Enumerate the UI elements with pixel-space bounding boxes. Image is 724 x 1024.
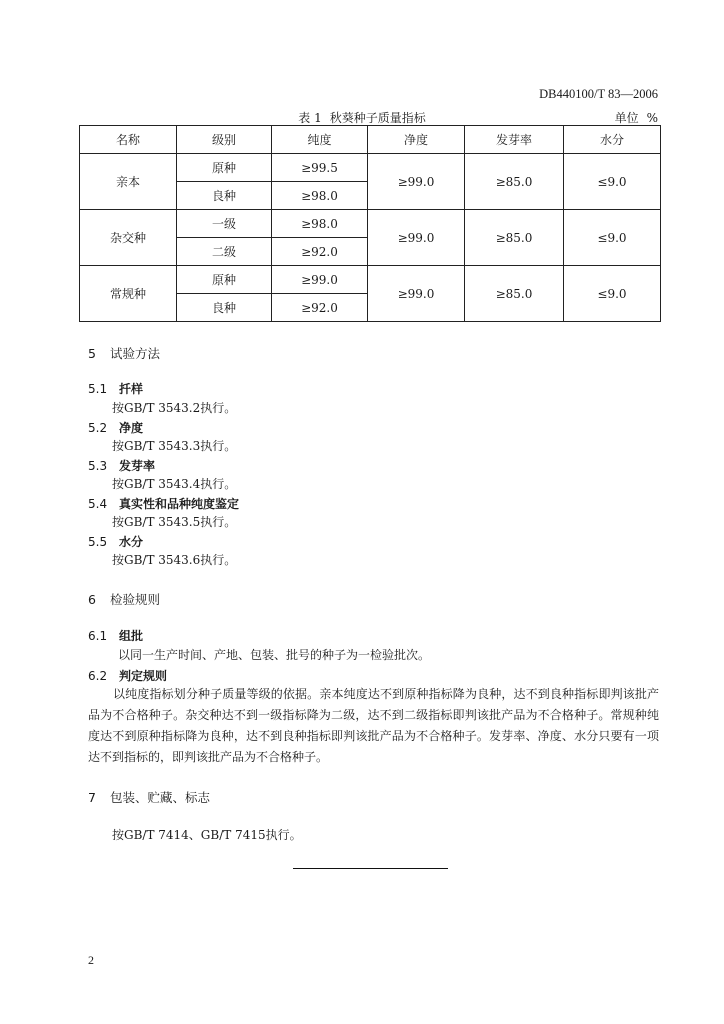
section-5-5-text: 按GB/T 3543.6执行。 [112,553,237,567]
subsection-number: 5.4 [88,497,108,511]
section-5-1-text: 按GB/T 3543.2执行。 [112,401,237,415]
purity-cell: ≥99.0 [272,266,368,294]
subsection-number: 5.2 [88,421,108,435]
germination-cell: ≥85.0 [465,210,564,266]
section-number: 6 [88,592,96,607]
section-number: 7 [88,790,96,805]
purity-cell: ≥98.0 [272,210,368,238]
section-7-heading [88,788,210,806]
grade-cell: 一级 [177,210,272,238]
subsection-title: 扦样 [119,382,144,396]
quality-table [79,125,661,322]
cleanliness-cell: ≥99.0 [368,266,465,322]
document-code: DB440100/T 83—2006 [539,87,658,101]
moisture-cell: ≤9.0 [564,266,661,322]
subsection-number: 6.2 [88,669,108,683]
section-5-4-heading [88,495,239,512]
section-number: 5 [88,346,96,361]
section-5-3-heading [88,457,155,474]
table-row [80,210,661,238]
germination-cell: ≥85.0 [465,154,564,210]
category-cell: 亲本 [80,154,177,210]
header-cell: 名称 [80,126,177,154]
table-row [80,266,661,294]
table-unit [615,109,658,126]
unit-label: 单位 [614,111,639,125]
subsection-number: 5.3 [88,459,108,473]
subsection-title: 真实性和品种纯度鉴定 [119,497,240,511]
end-rule [293,868,448,869]
grade-cell: 良种 [177,182,272,210]
header-cell: 纯度 [272,126,368,154]
moisture-cell: ≤9.0 [564,154,661,210]
section-5-2-text: 按GB/T 3543.3执行。 [112,439,237,453]
section-title: 包装、贮藏、标志 [110,790,211,805]
section-6-heading [88,590,160,608]
section-title: 试验方法 [110,346,161,361]
table-title: 秋葵种子质量指标 [329,111,426,125]
purity-cell: ≥92.0 [272,294,368,322]
page-number: 2 [88,953,94,967]
purity-cell: ≥99.5 [272,154,368,182]
table-number: 表 1 [298,111,322,125]
grade-cell: 原种 [177,154,272,182]
subsection-number: 5.5 [88,535,108,549]
section-5-1-heading [88,380,143,397]
purity-cell: ≥98.0 [272,182,368,210]
header-cell: 级别 [177,126,272,154]
header-cell: 发芽率 [465,126,564,154]
grade-cell: 二级 [177,238,272,266]
section-7-text: 按GB/T 7414、GB/T 7415执行。 [112,828,302,842]
section-6-1-text: 以同一生产时间、产地、包装、批号的种子为一检验批次。 [118,648,431,662]
subsection-title: 发芽率 [119,459,156,473]
section-5-heading [88,344,160,362]
subsection-title: 判定规则 [119,669,168,683]
table-header-row [80,126,661,154]
germination-cell: ≥85.0 [465,266,564,322]
cleanliness-cell: ≥99.0 [368,154,465,210]
subsection-title: 水分 [119,535,144,549]
subsection-number: 6.1 [88,629,108,643]
subsection-title: 组批 [119,629,144,643]
subsection-title: 净度 [119,421,144,435]
subsection-number: 5.1 [88,382,108,396]
section-6-2-paragraph: 以纯度指标划分种子质量等级的依据。亲本纯度达不到原种指标降为良种，达不到良种指标即判该批产品为不合格种子。杂交种达不到一级指标降为二级，达不到二级指标即判该批产品为不合格种子。常规种纯度达不到原种指标降为良种，达不到良种指标即判该批产品为不合格种子。发芽率、净度、水分只要有一项达不到指标的，即判该批产品为不合格种子。 [88,687,659,764]
purity-cell: ≥92.0 [272,238,368,266]
moisture-cell: ≤9.0 [564,210,661,266]
cleanliness-cell: ≥99.0 [368,210,465,266]
section-5-2-heading [88,419,143,436]
category-cell: 杂交种 [80,210,177,266]
unit-symbol: % [646,111,658,125]
header-cell: 净度 [368,126,465,154]
category-cell: 常规种 [80,266,177,322]
grade-cell: 原种 [177,266,272,294]
section-5-5-heading [88,533,143,550]
section-5-4-text: 按GB/T 3543.5执行。 [112,515,237,529]
header-cell: 水分 [564,126,661,154]
section-title: 检验规则 [110,592,161,607]
section-5-3-text: 按GB/T 3543.4执行。 [112,477,237,491]
table-row [80,154,661,182]
section-6-2-heading [88,667,167,684]
section-6-1-heading [88,627,143,644]
grade-cell: 良种 [177,294,272,322]
